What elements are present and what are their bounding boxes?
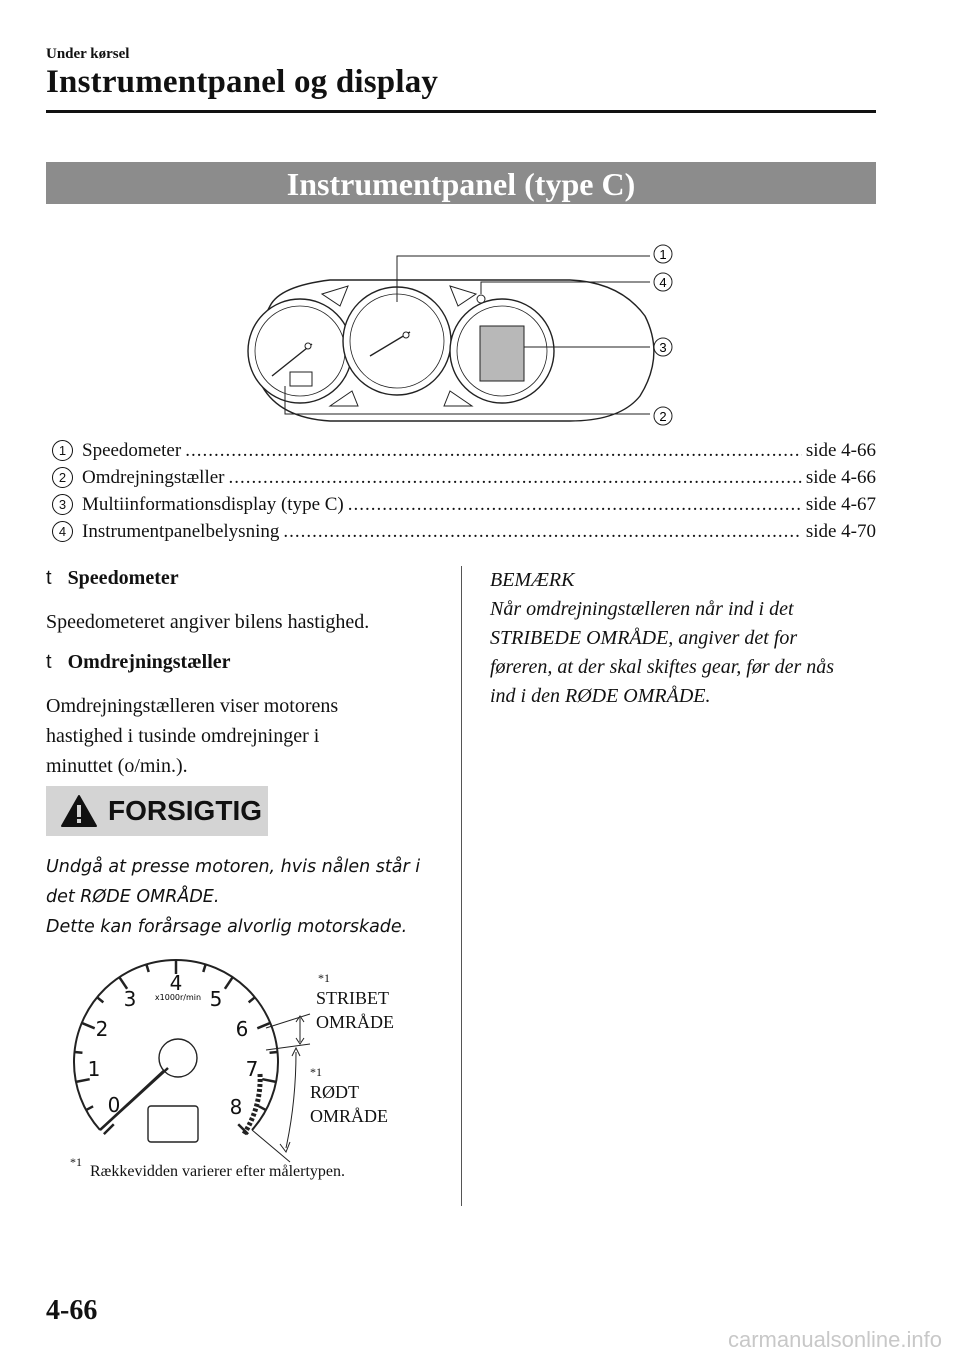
dial-tick (74, 1052, 82, 1053)
warning-line: det RØDE OMRÅDE. (46, 887, 220, 907)
red-mark: *1 (310, 1065, 322, 1079)
striped-label: STRIBET (316, 988, 390, 1008)
tacho-number: 4 (169, 971, 183, 995)
section-label: Under kørsel (46, 46, 130, 62)
bullet-icon: t (46, 651, 52, 673)
warning-line: Undgå at presse motoren, hvis nålen står i (46, 857, 421, 877)
dial-tick (262, 1079, 276, 1082)
dial-tick (82, 1023, 95, 1028)
tachometer-line: Omdrejningstælleren viser motorens (46, 695, 339, 717)
warning-text (46, 852, 446, 942)
toc-number: 4 (52, 521, 73, 542)
toc-leader (283, 521, 801, 543)
tachometer-text (46, 691, 416, 781)
tacho-number: 8 (229, 1095, 243, 1119)
footnote-mark: *1 (70, 1155, 82, 1169)
toc-label: Speedometer (82, 440, 182, 461)
toc-page: side 4-70 (805, 521, 876, 542)
red-label: OMRÅDE (310, 1106, 389, 1126)
dial-tick (86, 1106, 93, 1110)
speedometer-heading-text: Speedometer (67, 567, 179, 589)
warning-triangle-icon (60, 794, 98, 828)
callout-2: 2 (659, 409, 667, 424)
toc-item[interactable] (46, 467, 876, 489)
toc-number: 3 (52, 494, 73, 515)
callout-1: 1 (659, 247, 667, 262)
tachometer-heading (46, 651, 231, 674)
speedometer-heading (46, 567, 179, 590)
callout-3: 3 (659, 340, 667, 355)
note-line: ind i den RØDE OMRÅDE. (490, 685, 711, 707)
dial-tick (146, 964, 148, 972)
striped-label: OMRÅDE (316, 1012, 395, 1032)
toc-item[interactable] (46, 494, 876, 516)
bullet-icon: t (46, 567, 52, 589)
dial-tick (270, 1052, 278, 1053)
dial-tick (259, 1106, 266, 1110)
tacho-number: 6 (235, 1017, 249, 1041)
footnote-text: Rækkevidden varierer efter målertypen. (90, 1163, 345, 1180)
dial-tick (203, 964, 205, 972)
title-rule (46, 110, 876, 113)
tacho-number: 3 (123, 987, 137, 1011)
tachometer-line: hastighed i tusinde omdrejninger i (46, 725, 320, 747)
toc-leader (348, 494, 802, 516)
tacho-number: 1 (87, 1057, 101, 1081)
warning-label: FORSIGTIG (108, 795, 262, 826)
dial-tick (97, 997, 103, 1002)
tachometer-heading-text: Omdrejningstæller (67, 651, 231, 673)
red-label: RØDT (310, 1082, 359, 1102)
toc-label: Multiinformationsdisplay (type C) (82, 494, 344, 515)
tacho-number: 5 (209, 987, 223, 1011)
note-line: føreren, at der skal skiftes gear, før der nås (490, 656, 835, 678)
warning-line: Dette kan forårsage alvorlig motorskade. (46, 917, 408, 937)
toc-leader (185, 440, 802, 462)
callout-4: 4 (659, 275, 667, 290)
tacho-number: 2 (95, 1017, 109, 1041)
toc-label: Omdrejningstæller (82, 467, 225, 488)
speedometer-text: Speedometeret angiver bilens hastighed. (46, 611, 370, 633)
footer-watermark[interactable]: carmanualsonline.info (727, 1327, 942, 1352)
tacho-number: 0 (107, 1093, 121, 1117)
toc-page: side 4-66 (805, 467, 876, 488)
toc-leader (228, 467, 801, 489)
tachometer-line: minuttet (o/min.). (46, 755, 188, 777)
warning-label-box (46, 786, 268, 836)
note-box (490, 566, 870, 711)
toc-number: 2 (52, 467, 73, 488)
dial-tick (225, 977, 233, 989)
toc-label: Instrumentpanelbelysning (82, 521, 280, 542)
page-number: 4-66 (46, 1295, 98, 1326)
note-line: STRIBEDE OMRÅDE, angiver det for (490, 627, 798, 649)
column-divider (461, 566, 462, 1206)
tachometer-illustration (60, 952, 460, 1192)
note-heading: BEMÆRK (490, 569, 575, 591)
toc-item[interactable] (46, 440, 876, 462)
tacho-unit: x1000r/min (154, 993, 202, 1002)
dial-tick (249, 997, 255, 1002)
page-title: Instrumentpanel og display (46, 64, 439, 100)
toc-number: 1 (52, 440, 73, 461)
section-banner: Instrumentpanel (type C) (46, 162, 876, 204)
striped-mark: *1 (318, 971, 330, 985)
toc-page: side 4-67 (805, 494, 876, 515)
instrument-cluster-illustration (240, 236, 690, 436)
tacho-number: 7 (245, 1057, 259, 1081)
toc-page: side 4-66 (805, 440, 876, 461)
toc-item[interactable] (46, 521, 876, 543)
note-line: Når omdrejningstælleren når ind i det (490, 598, 794, 620)
